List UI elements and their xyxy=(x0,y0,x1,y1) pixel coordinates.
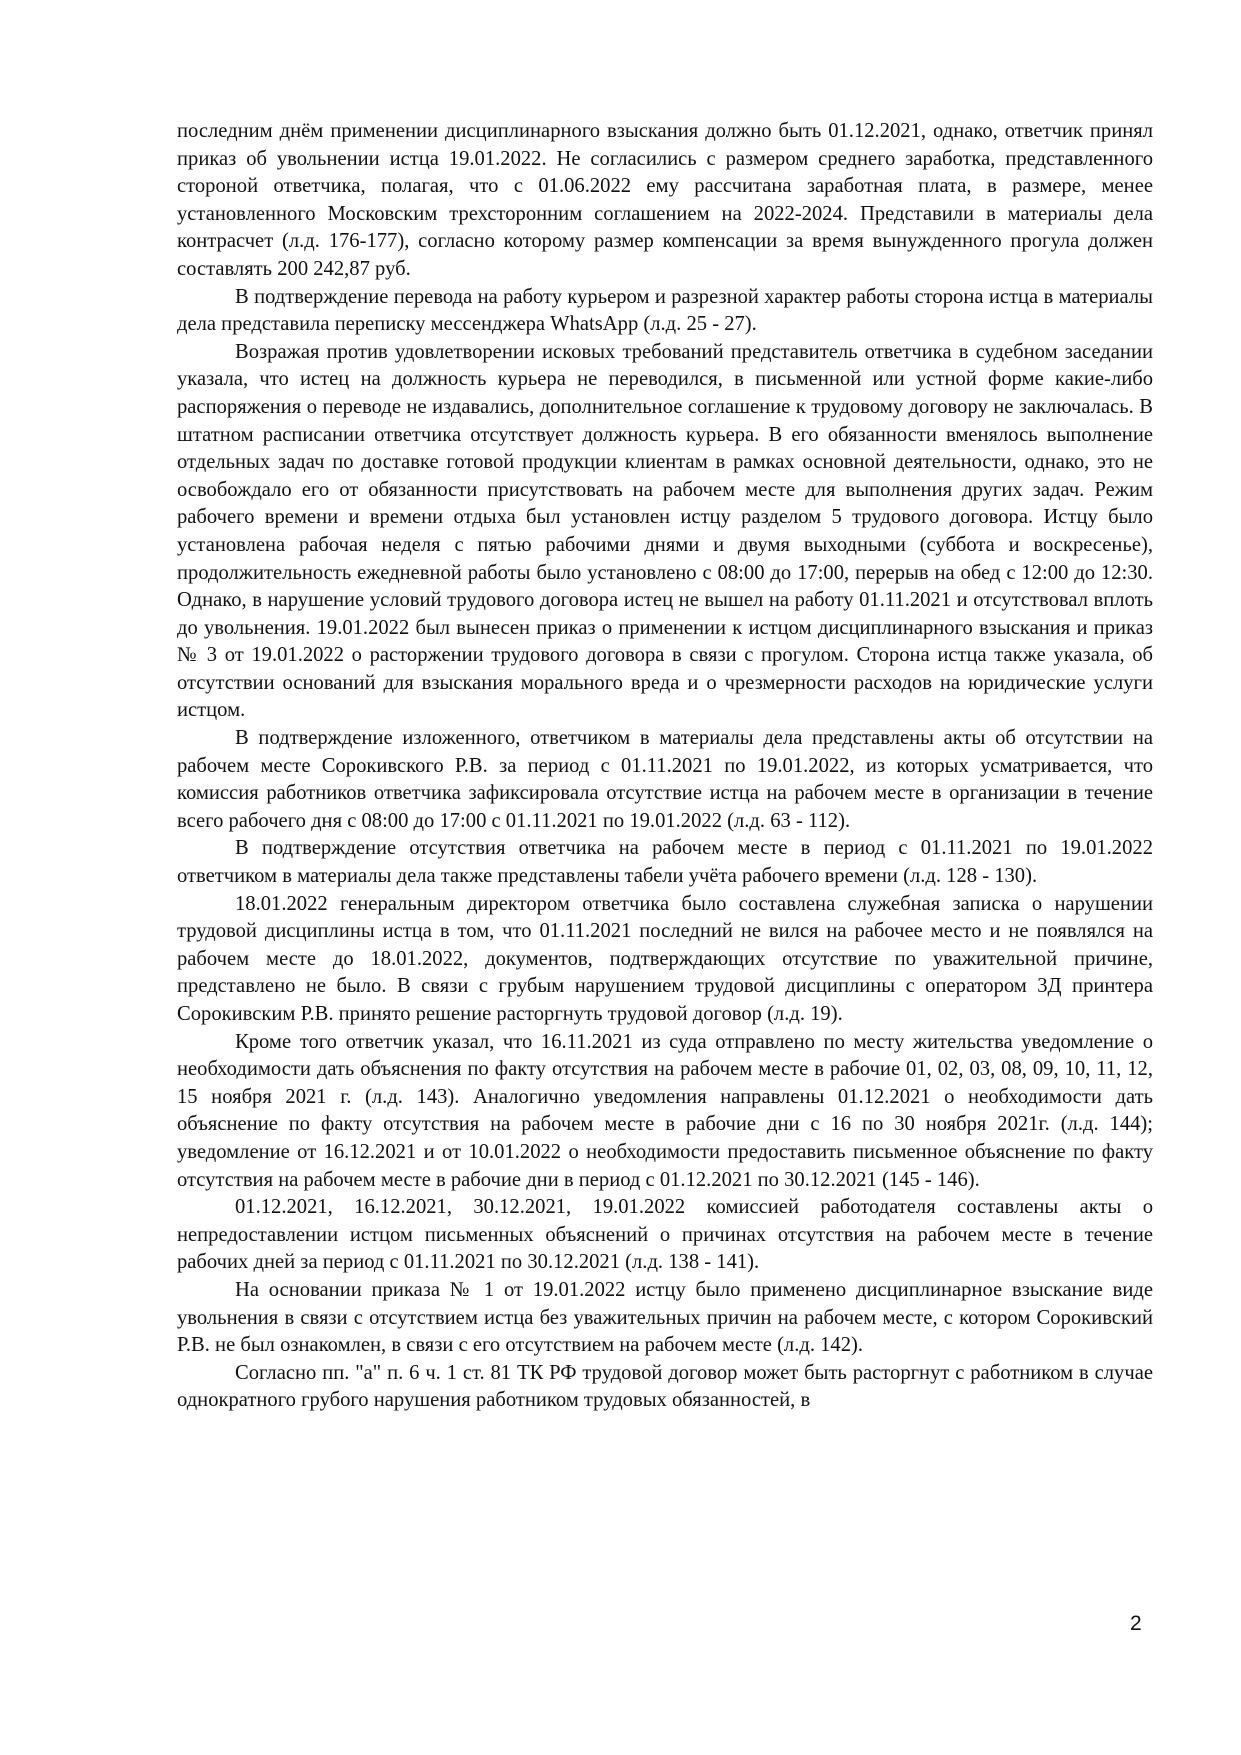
paragraph-2: В подтверждение перевода на работу курьером и разрезной характер работы сторона истца в материалы дела представила переписку мессенджера WhatsApp (л.д. 25 - 27). xyxy=(177,285,1153,336)
paragraph-10: Согласно пп. "а" п. 6 ч. 1 ст. 81 ТК РФ трудовой договор может быть расторгнут с работником в случае однократного грубого нарушения работником трудовых обязанностей, в xyxy=(177,1361,1153,1412)
paragraph-4: В подтверждение изложенного, ответчиком в материалы дела представлены акты об отсутствии на рабочем месте Сорокивского Р.В. за период с 01.11.2021 по 19.01.2022, из которых усматривается, что комиссия работников ответчика зафиксировала отсутствие истца на рабочем месте в организации в течение всего рабочего дня с 08:00 до 17:00 с 01.11.2021 по 19.01.2022 (л.д. 63 - 112). xyxy=(177,727,1153,832)
page-number: 2 xyxy=(1130,1612,1142,1635)
paragraph-3: Возражая против удовлетворении исковых требований представитель ответчика в судебном заседании указала, что истец на должность курьера не переводился, в письменной или устной форме какие-либо распоряжения о переводе не издавались, дополнительное соглашение к трудовому договору не заключалась. В штатном расписании ответчика отсутствует должность курьера. В его обязанности вменялось выполнение отдельных задач по доставке готовой продукции клиентам в рамках основной деятельности, однако, это не освобождало его от обязанности присутствовать на рабочем месте для выполнения других задач. Режим рабочего времени и времени отдыха был установлен истцу разделом 5 трудового договора. Истцу было установлена рабочая неделя с пятью рабочими днями и двумя выходными (суббота и воскресенье), продолжительность ежедневной работы было установлено с 08:00 до 17:00, перерыв на обед с 12:00 до 12:30. Однако, в нарушение условий трудового договора истец не вышел на работу 01.11.2021 и отсутствовал вплоть до увольнения. 19.01.2022 был вынесен приказ о применении к истцом дисциплинарного взыскания и приказ № 3 от 19.01.2022 о расторжении трудового договора в связи с прогулом. Сторона истца также указала, об отсутствии оснований для взыскания морального вреда и о чрезмерности расходов на юридические услуги истцом. xyxy=(177,340,1153,722)
paragraph-9: На основании приказа № 1 от 19.01.2022 истцу было применено дисциплинарное взыскание виде увольнения в связи с отсутствием истца без уважительных причин на рабочем месте, с котором Сорокивский Р.В. не был ознакомлен, в связи с его отсутствием на рабочем месте (л.д. 142). xyxy=(177,1278,1153,1357)
document-page xyxy=(177,118,1153,1415)
paragraph-5: В подтверждение отсутствия ответчика на рабочем месте в период с 01.11.2021 по 19.01.2022 ответчиком в материалы дела также представлены табели учёта рабочего времени (л.д. 128 - 130). xyxy=(177,837,1153,888)
paragraph-8: 01.12.2021, 16.12.2021, 30.12.2021, 19.01.2022 комиссией работодателя составлены акты о непредоставлении истцом письменных объяснений о причинах отсутствия на рабочем месте в течение рабочих дней за период с 01.11.2021 по 30.12.2021 (л.д. 138 - 141). xyxy=(177,1196,1153,1274)
paragraph-7: Кроме того ответчик указал, что 16.11.2021 из суда отправлено по месту жительства уведомление о необходимости дать объяснения по факту отсутствия на рабочем месте в рабочие 01, 02, 03, 08, 09, 10, 11, 12, 15 ноября 2021 г. (л.д. 143). Аналогично уведомления направлены 01.12.2021 о необходимости дать объяснение по факту отсутствия на рабочем месте в рабочие дни с 16 по 30 ноября 2021г. (л.д. 144); уведомление от 16.12.2021 и от 10.01.2022 о необходимости предоставить письменное объяснение по факту отсутствия на рабочем месте в рабочие дни в период с 01.12.2021 по 30.12.2021 (145 - 146). xyxy=(177,1030,1153,1191)
paragraph-6: 18.01.2022 генеральным директором ответчика было составлена служебная записка о нарушении трудовой дисциплины истца в том, что 01.11.2021 последний не вился на рабочее место и не появлялся на рабочем месте до 18.01.2022, документов, подтверждающих отсутствие по уважительной причине, представлено не было. В связи с грубым нарушением трудовой дисциплины с оператором 3Д принтера Сорокивским Р.В. принято решение расторгнуть трудовой договор (л.д. 19). xyxy=(177,892,1153,1025)
paragraph-1: последним днём применении дисциплинарного взыскания должно быть 01.12.2021, однако, ответчик принял приказ об увольнении истца 19.01.2022. Не согласились с размером среднего заработка, представленного стороной ответчика, полагая, что с 01.06.2022 ему рассчитана заработная плата, в размере, менее установленного Московским трехсторонним соглашением на 2022-2024. Представили в материалы дела контрасчет (л.д. 176-177), согласно которому размер компенсации за время вынужденного прогула должен составлять 200 242,87 руб. xyxy=(177,120,1153,280)
